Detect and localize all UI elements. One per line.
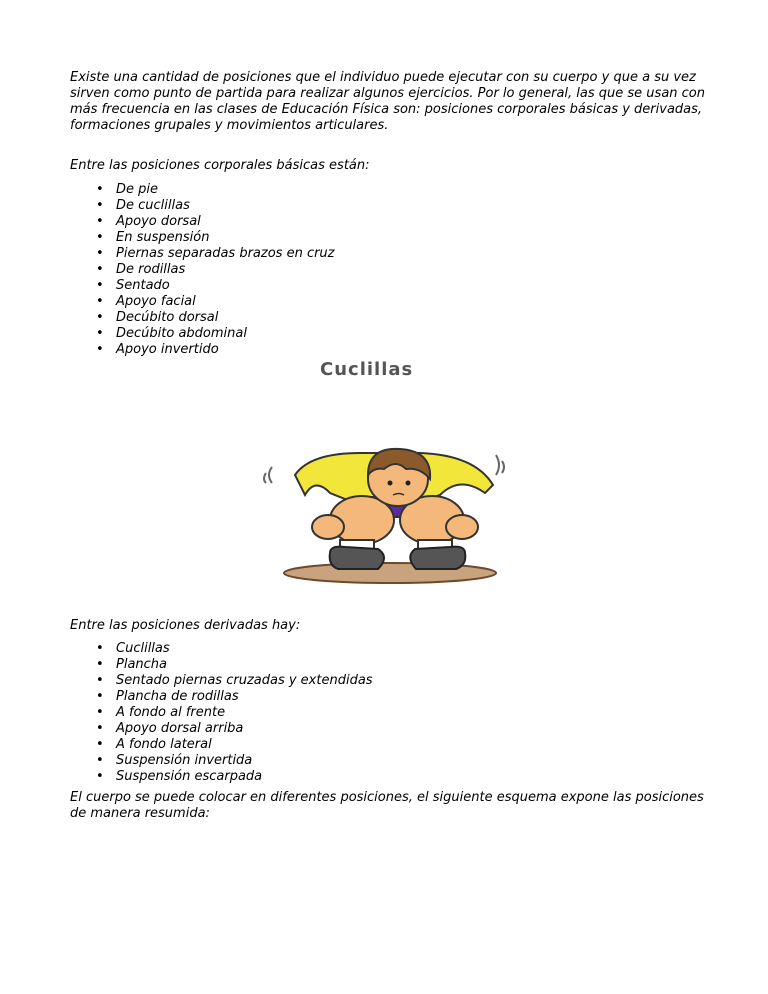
bullet-icon: • [96,246,104,261]
list-item: • Apoyo invertido [96,342,219,357]
list-item: • De rodillas [96,262,186,277]
right-eye [406,481,411,486]
bullet-icon: • [96,294,104,309]
bullet-icon: • [96,198,104,213]
basic-positions-heading: Entre las posiciones corporales básicas están: [70,158,370,173]
motion-lines-right [496,455,504,475]
bullet-icon: • [96,214,104,229]
list-item: • Sentado [96,278,170,293]
bullet-icon: • [96,342,104,357]
figure-title: Cuclillas [320,359,414,380]
list-item: • Plancha de rodillas [96,689,239,704]
left-eye [388,481,393,486]
bullet-icon: • [96,721,104,736]
intro-paragraph: Existe una cantidad de posiciones que el individuo puede ejecutar con su cuerpo y que a su vez sirven como punto de partida para realizar algunos ejercicios. Por lo general, las que se usan con más frecuencia en las clases de Educación Física son: posiciones corporales básicas y derivadas, formaciones grupales y movimientos articulares. [70,70,705,133]
left-shoe [330,547,384,569]
list-item: • Cuclillas [96,641,170,656]
list-item: • De cuclillas [96,198,190,213]
bullet-icon: • [96,278,104,293]
list-item: • Decúbito dorsal [96,310,219,325]
bullet-icon: • [96,705,104,720]
squatting-child-icon [250,445,520,585]
basic-positions-list [70,182,335,358]
bullet-icon: • [96,737,104,752]
list-item: • A fondo al frente [96,705,226,720]
list-item: • Apoyo dorsal arriba [96,721,244,736]
list-item: • De pie [96,182,159,197]
bullet-icon: • [96,326,104,341]
list-item: • Apoyo dorsal [96,214,201,229]
list-item: • Plancha [96,657,168,672]
derived-positions-list [70,641,373,785]
list-item: • Sentado piernas cruzadas y extendidas [96,673,373,688]
bullet-icon: • [96,262,104,277]
bullet-icon: • [96,769,104,784]
left-hand [312,515,344,539]
bullet-icon: • [96,657,104,672]
list-item: • A fondo lateral [96,737,212,752]
ground-shadow [284,563,496,583]
right-shoe [410,547,465,569]
bullet-icon: • [96,182,104,197]
list-item: • En suspensión [96,230,210,245]
bullet-icon: • [96,230,104,245]
bullet-icon: • [96,641,104,656]
closing-paragraph: El cuerpo se puede colocar en diferentes posiciones, el siguiente esquema expone las posiciones de manera resumida: [70,790,704,821]
bullet-icon: • [96,753,104,768]
list-item: • Suspensión invertida [96,753,253,768]
derived-positions-heading: Entre las posiciones derivadas hay: [70,618,301,633]
bullet-icon: • [96,689,104,704]
right-hand [446,515,478,539]
motion-lines-left [264,467,272,483]
bullet-icon: • [96,310,104,325]
cuclillas-figure [250,355,520,595]
bullet-icon: • [96,673,104,688]
list-item: • Piernas separadas brazos en cruz [96,246,335,261]
list-item: • Suspensión escarpada [96,769,263,784]
list-item: • Apoyo facial [96,294,196,309]
list-item: • Decúbito abdominal [96,326,247,341]
